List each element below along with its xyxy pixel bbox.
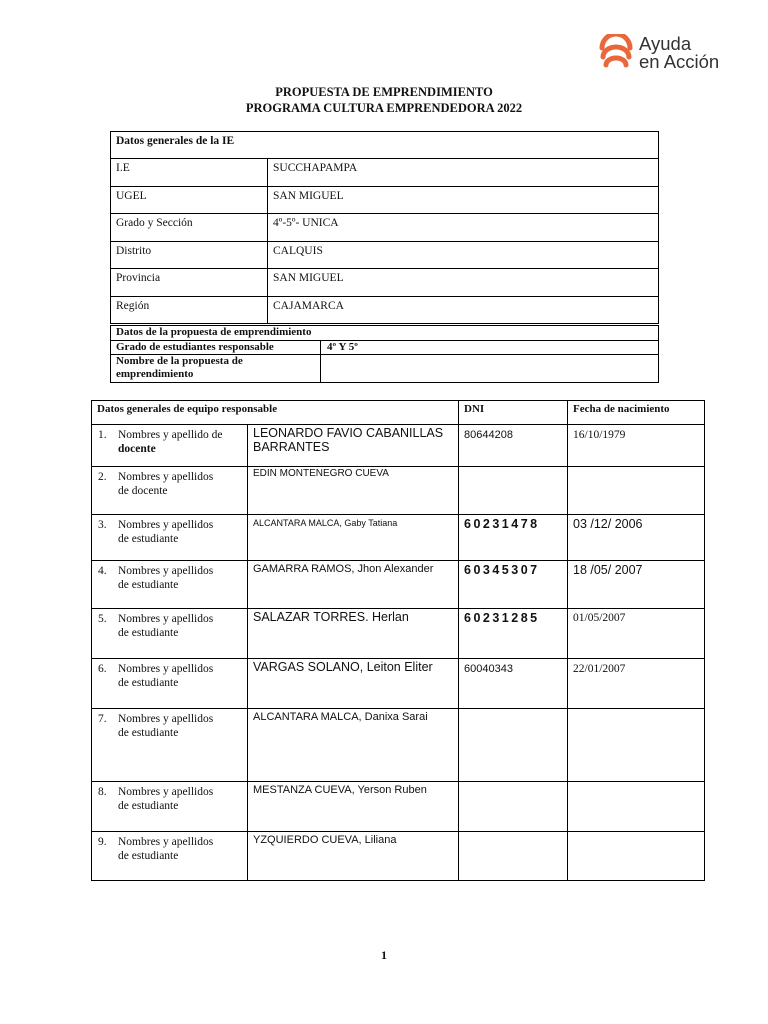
ie-general-data-table: [110, 131, 659, 324]
row-number: 8.: [98, 786, 107, 798]
member-dni: [459, 709, 568, 782]
member-birthdate: 03 /12/ 2006: [568, 515, 705, 561]
member-name: SALAZAR TORRES. Herlan: [248, 609, 459, 659]
grade-responsible-label: Grado de estudiantes responsable: [111, 341, 321, 355]
row-label-role: de estudiante: [118, 677, 179, 689]
member-birthdate: [568, 709, 705, 782]
region-label: Región: [111, 296, 268, 324]
row-label: Nombres y apellidos: [118, 786, 214, 798]
row-label-role: de estudiante: [118, 579, 179, 591]
dni-header: DNI: [459, 401, 568, 425]
sunburst-logo-icon: [598, 34, 634, 68]
table-row: [92, 709, 705, 782]
row-label-role: de estudiante: [118, 727, 179, 739]
table-row: [111, 296, 659, 324]
proposal-table-header: Datos de la propuesta de emprendimiento: [111, 326, 659, 341]
row-number: 2.: [98, 471, 107, 483]
row-label-role: de estudiante: [118, 800, 179, 812]
row-label-role: de estudiante: [118, 627, 179, 639]
proposal-data-table: [110, 325, 659, 383]
row-label: Nombres y apellidos: [118, 519, 214, 531]
row-label: Nombres y apellido de: [118, 429, 223, 441]
member-name: GAMARRA RAMOS, Jhon Alexander: [248, 561, 459, 609]
row-label: Nombres y apellidos: [118, 471, 214, 483]
table-row: [111, 159, 659, 187]
member-dni: 80644208: [459, 425, 568, 467]
district-value: CALQUIS: [268, 241, 659, 269]
row-number: 3.: [98, 519, 107, 531]
member-dni: [459, 832, 568, 881]
birthdate-header: Fecha de nacimiento: [568, 401, 705, 425]
grade-section-label: Grado y Sección: [111, 214, 268, 242]
district-label: Distrito: [111, 241, 268, 269]
proposal-name-label: Nombre de la propuesta de emprendimiento: [111, 355, 321, 383]
ugel-value: SAN MIGUEL: [268, 186, 659, 214]
logo-line-1: Ayuda: [639, 33, 692, 54]
table-row: [92, 561, 705, 609]
member-dni: [459, 467, 568, 515]
member-dni: 60231285: [459, 609, 568, 659]
document-subtitle: PROGRAMA CULTURA EMPRENDEDORA 2022: [245, 101, 523, 115]
table-row: [92, 832, 705, 881]
table-row: [92, 659, 705, 709]
member-dni: 60040343: [459, 659, 568, 709]
ie-value: SUCCHAPAMPA: [268, 159, 659, 187]
row-label: Nombres y apellidos: [118, 663, 214, 675]
member-birthdate: [568, 467, 705, 515]
row-label-role: de estudiante: [118, 533, 179, 545]
row-label-role: de docente: [118, 485, 168, 497]
row-label: Nombres y apellidos: [118, 713, 214, 725]
province-label: Provincia: [111, 269, 268, 297]
province-value: SAN MIGUEL: [268, 269, 659, 297]
row-number: 4.: [98, 565, 107, 577]
row-number: 7.: [98, 713, 107, 725]
table-row: [111, 269, 659, 297]
grade-responsible-value: 4º Y 5º: [321, 341, 659, 355]
member-name: MESTANZA CUEVA, Yerson Ruben: [248, 782, 459, 832]
member-birthdate: 16/10/1979: [568, 425, 705, 467]
ie-label: I.E: [111, 159, 268, 187]
row-number: 5.: [98, 613, 107, 625]
row-label: Nombres y apellidos: [118, 613, 214, 625]
member-name: ALCANTARA MALCA, Gaby Tatiana: [248, 515, 459, 561]
table-row: [111, 214, 659, 242]
table-row: [92, 425, 705, 467]
member-dni: [459, 782, 568, 832]
row-number: 6.: [98, 663, 107, 675]
document-title: PROPUESTA DE EMPRENDIMIENTO: [275, 85, 493, 99]
member-birthdate: [568, 832, 705, 881]
member-birthdate: 22/01/2007: [568, 659, 705, 709]
table-row: [111, 186, 659, 214]
table-row: [92, 515, 705, 561]
table-row: [92, 782, 705, 832]
page-number: 1: [381, 948, 387, 962]
row-number: 9.: [98, 836, 107, 848]
team-data-table: [91, 400, 705, 881]
row-label: Nombres y apellidos: [118, 565, 214, 577]
table-row: [92, 467, 705, 515]
row-label-role: de estudiante: [118, 850, 179, 862]
member-birthdate: [568, 782, 705, 832]
member-name: YZQUIERDO CUEVA, Liliana: [248, 832, 459, 881]
proposal-name-value: [321, 355, 659, 383]
row-label: Nombres y apellidos: [118, 836, 214, 848]
row-number: 1.: [98, 429, 107, 441]
member-name: ALCANTARA MALCA, Danixa Sarai: [248, 709, 459, 782]
logo-line-2: en Acción: [639, 50, 720, 72]
member-name: LEONARDO FAVIO CABANILLAS BARRANTES: [248, 425, 459, 467]
member-name: VARGAS SOLANO, Leiton Eliter: [248, 659, 459, 709]
member-dni: 60345307: [459, 561, 568, 609]
member-name: EDIN MONTENEGRO CUEVA: [248, 467, 459, 515]
grade-section-value: 4º-5º- UNICA: [268, 214, 659, 242]
table-row: [92, 609, 705, 659]
table-row: [111, 241, 659, 269]
ayuda-en-accion-logo: [598, 32, 738, 74]
member-dni: 60231478: [459, 515, 568, 561]
member-birthdate: 18 /05/ 2007: [568, 561, 705, 609]
region-value: CAJAMARCA: [268, 296, 659, 324]
member-birthdate: 01/05/2007: [568, 609, 705, 659]
ugel-label: UGEL: [111, 186, 268, 214]
team-header-label: Datos generales de equipo responsable: [92, 401, 459, 425]
ie-table-header: Datos generales de la IE: [111, 132, 659, 159]
row-label-role: docente: [118, 443, 156, 455]
